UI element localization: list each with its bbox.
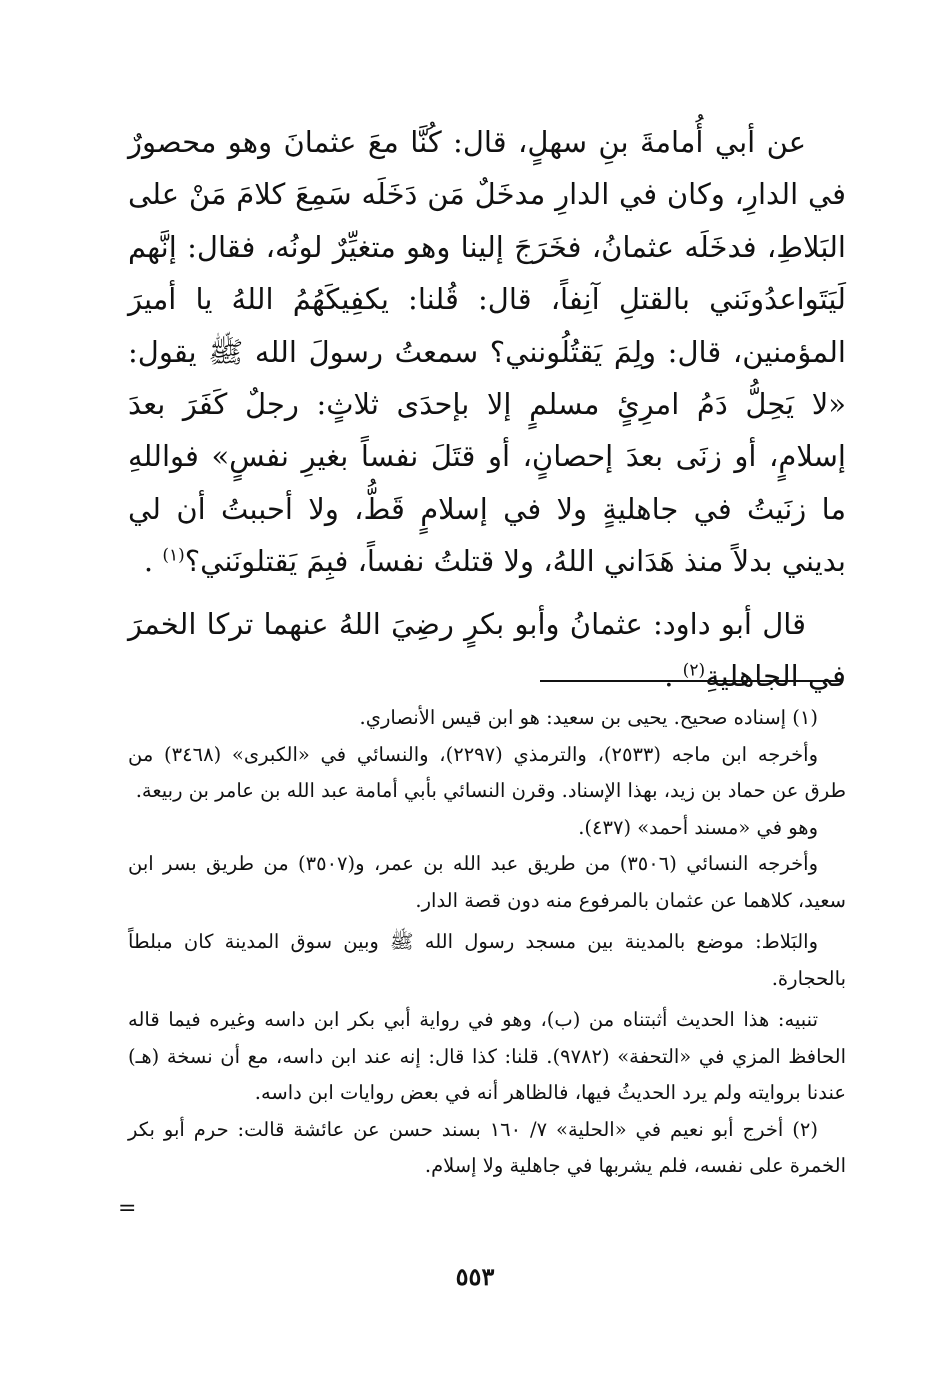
hadith-paragraph [128, 116, 846, 588]
footnote-2: (٢) أخرج أبو نعيم في «الحلية» ٧/ ١٦٠ بسند حسن عن عائشة قالت: حرم أبو بكر الخمرة على نفسه، فلم يشربها في جاهلية ولا إسلام. [128, 1117, 846, 1177]
comment-end: . [664, 659, 683, 694]
footnote-1-tanbih: تنبيه: هذا الحديث أثبتناه من (ب)، وهو في رواية أبي بكر ابن داسه وغيره فيما قاله الحافظ المزي في «التحفة» (٩٧٨٢). قلنا: كذا قال: إنه عند ابن داسه، مع أن نسخة (هـ) عندنا بروايته ولم يرد الحديثُ فيها، فالظاهر أنه في بعض روايات ابن داسه. [128, 1008, 846, 1104]
footnote-ref-2: (٢) [682, 660, 706, 681]
hadith-paragraph-end: . [143, 544, 163, 579]
page-number: ٥٥٣ [455, 1262, 495, 1291]
footnotes [128, 700, 846, 1185]
hadith-text: عن أبي أُمامةَ بنِ سهلٍ، قال: كُنَّا معَ عثمانَ وهو محصورٌ في الدارِ، وكان في الدارِ مدخَلٌ مَن دَخَلَه سَمِعَ كلامَ مَنْ على البَلاطِ، فدخَلَه عثمانُ، فخَرَجَ إلينا وهو متغيِّرٌ لونُه، فقال: إنَّهم لَيَتَواعدُونَني بالقتلِ آنِفاً، قال: قُلنا: يكفِيكَهُمُ اللهُ يا أميرَ المؤمنين، قال: ولِمَ يَقتُلُونني؟ سمعتُ رسولَ الله ﷺ يقول: «لا يَحِلُّ دَمُ امرِئٍ مسلمٍ إلا بإحدَى ثلاثٍ: رجلٌ كَفَرَ بعدَ إسلامٍ، أو زنَى بعدَ إحصانٍ، أو قتَلَ نفساً بغيرِ نفسٍ» فواللهِ ما زنَيتُ في جاهليةٍ ولا في إسلامٍ قَطُّ، ولا أحببتُ أن لي بديني بدلاً منذ هَدَاني اللهُ، ولا قتلتُ نفساً، فبِمَ يَقتلونَني؟ [128, 125, 846, 579]
footnote-1-nasai: وأخرجه النسائي (٣٥٠٦) من طريق عبد الله بن عمر، و(٣٥٠٧) من طريق بسر ابن سعيد، كلاهما عن عثمان بالمرفوع منه دون قصة الدار. [128, 852, 846, 912]
abu-dawud-comment [128, 598, 846, 703]
main-text [128, 116, 846, 702]
footnote-divider [540, 680, 843, 682]
footnote-1: (١) إسناده صحيح. يحيى بن سعيد: هو ابن قيس الأنصاري. [359, 706, 818, 729]
continuation-mark: = [118, 1196, 137, 1221]
footnote-1-takhrij: وأخرجه ابن ماجه (٢٥٣٣)، والترمذي (٢٢٩٧)، والنسائي في «الكبرى» (٣٤٦٨) من طرق عن حماد بن زيد، بهذا الإسناد. وقرن النسائي بأبي أمامة عبد الله بن عامر بن ربيعة. [128, 742, 846, 802]
footnote-1-balat: والبَلاط: موضع بالمدينة بين مسجد رسول الله ﷺ وبين سوق المدينة كان مبلطاً بالحجارة. [128, 930, 846, 990]
footnote-ref-1: (١) [162, 545, 185, 566]
comment-text: قال أبو داود: عثمانُ وأبو بكرٍ رضِيَ اللهُ عنهما تركا الخمرَ في الجاهليةِ [128, 606, 846, 694]
footnote-1-musnad: وهو في «مسند أحمد» (٤٣٧). [578, 815, 818, 839]
